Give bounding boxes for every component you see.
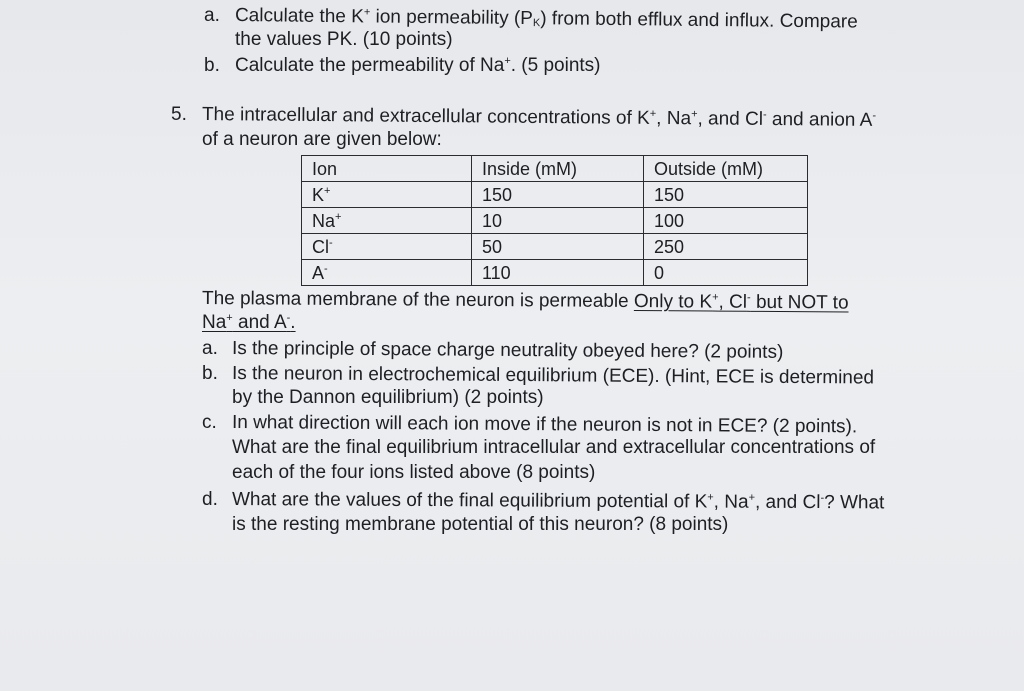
table-row bbox=[302, 182, 808, 208]
prev-a-label: a. bbox=[204, 5, 220, 26]
part-b-label: b. bbox=[202, 363, 218, 384]
table-header-row bbox=[302, 156, 808, 182]
outside-cell: 0 bbox=[644, 260, 808, 286]
part-a-label: a. bbox=[202, 338, 218, 359]
part-a-text: Is the principle of space charge neutrality obeyed here? (2 points) bbox=[231, 338, 784, 363]
prev-a-line-2: the values PK. (10 points) bbox=[235, 29, 453, 50]
question-number: 5. bbox=[171, 104, 187, 125]
inside-cell: 110 bbox=[472, 260, 644, 286]
part-d-label: d. bbox=[202, 489, 218, 510]
ion-cell: K+ bbox=[302, 182, 472, 208]
header-ion: Ion bbox=[302, 156, 472, 182]
prev-b-label: b. bbox=[204, 55, 220, 76]
question-line-1: The intracellular and extracellular concentrations of K+, Na+, and Cl- and anion A- bbox=[201, 104, 877, 131]
inside-cell: 150 bbox=[472, 182, 644, 208]
part-d-line-1: What are the values of the final equilibrium potential of K+, Na+, and Cl-? What bbox=[231, 489, 885, 514]
table-row bbox=[302, 260, 808, 286]
part-c-line-1: In what direction will each ion move if the neuron is not in ECE? (2 points). bbox=[231, 412, 858, 438]
part-d-line-2: is the resting membrane potential of this neuron? (8 points) bbox=[232, 514, 729, 535]
outside-cell: 150 bbox=[644, 182, 808, 208]
prev-b-line: Calculate the permeability of Na+. (5 points) bbox=[235, 55, 601, 76]
part-c-label: c. bbox=[202, 412, 217, 433]
ion-cell: Cl- bbox=[302, 234, 472, 260]
inside-cell: 10 bbox=[472, 208, 644, 234]
table-row bbox=[302, 208, 808, 234]
question-line-2: of a neuron are given below: bbox=[202, 129, 442, 150]
statement-line-2: Na+ and A-. bbox=[202, 312, 296, 333]
header-inside: Inside (mM) bbox=[472, 156, 644, 182]
part-c-line-2: What are the final equilibrium intracellular and extracellular concentrations of bbox=[232, 437, 876, 458]
table-row bbox=[302, 234, 808, 260]
statement-line-1: The plasma membrane of the neuron is permeable Only to K+, Cl- but NOT to bbox=[201, 288, 849, 314]
inside-cell: 50 bbox=[472, 234, 644, 260]
ion-concentration-table bbox=[301, 155, 808, 286]
ion-cell: A- bbox=[302, 260, 472, 286]
header-outside: Outside (mM) bbox=[644, 156, 808, 182]
outside-cell: 100 bbox=[644, 208, 808, 234]
prev-a-line-1: Calculate the K+ ion permeability $(P_K)$ from both efflux and influx. Compare bbox=[234, 5, 858, 33]
part-c-line-3: each of the four ions listed above (8 points) bbox=[232, 462, 596, 483]
part-b-line-2: by the Dannon equilibrium) (2 points) bbox=[232, 387, 544, 408]
part-b-line-1: Is the neuron in electrochemical equilibrium (ECE). (Hint, ECE is determined bbox=[231, 363, 875, 389]
ion-cell: Na+ bbox=[302, 208, 472, 234]
outside-cell: 250 bbox=[644, 234, 808, 260]
